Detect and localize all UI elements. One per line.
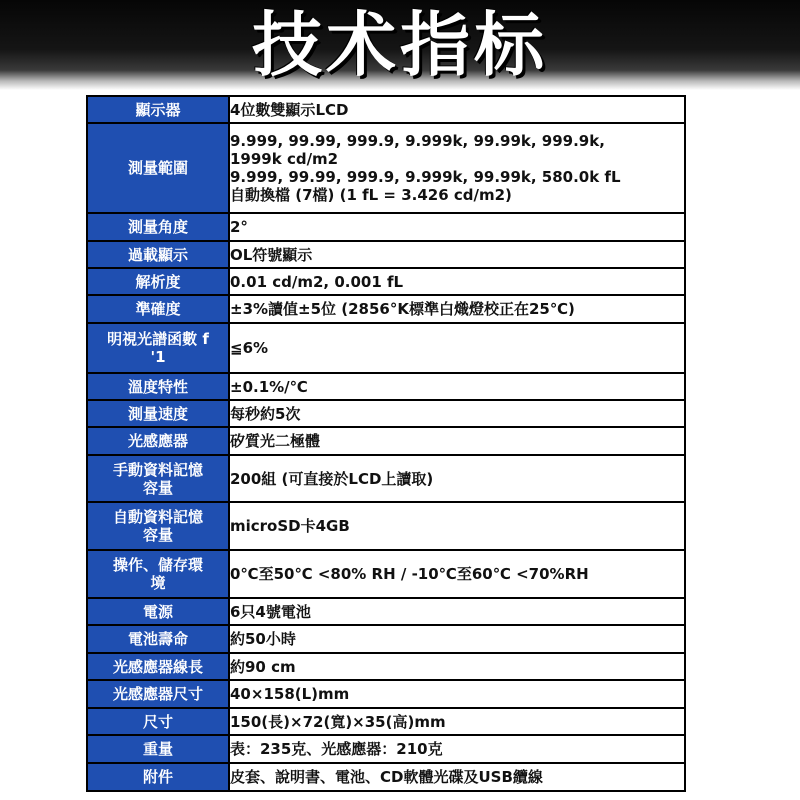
spec-row-speed <box>87 400 685 427</box>
spec-value: ±3%讀值±5位 (2856°K標準白熾燈校正在25℃) <box>229 295 685 323</box>
spec-value: 0.01 cd/m2, 0.001 fL <box>229 268 685 295</box>
spec-table <box>86 95 686 792</box>
spec-row-spectral <box>87 323 685 373</box>
spec-row-display <box>87 96 685 123</box>
spec-value: 200組 (可直接於LCD上讀取) <box>229 455 685 502</box>
spec-value: OL符號顯示 <box>229 241 685 268</box>
spec-value: 約50小時 <box>229 625 685 653</box>
spec-label: 重量 <box>87 735 229 763</box>
spec-row-weight <box>87 735 685 763</box>
spec-value: microSD卡4GB <box>229 502 685 550</box>
spec-value: 40×158(L)mm <box>229 680 685 708</box>
spec-value: 2° <box>229 213 685 241</box>
header-banner <box>0 0 800 90</box>
spec-label: 溫度特性 <box>87 373 229 400</box>
spec-label: 準確度 <box>87 295 229 323</box>
spec-label: 測量範圍 <box>87 123 229 213</box>
spec-label: 明視光譜函數 f '1 <box>87 323 229 373</box>
spec-label: 電源 <box>87 598 229 625</box>
spec-label: 光感應器線長 <box>87 653 229 680</box>
spec-value: ≦6% <box>229 323 685 373</box>
spec-row-manual-memory <box>87 455 685 502</box>
spec-value: 6只4號電池 <box>229 598 685 625</box>
spec-row-auto-memory <box>87 502 685 550</box>
spec-row-angle <box>87 213 685 241</box>
spec-label: 電池壽命 <box>87 625 229 653</box>
spec-row-cable-length <box>87 653 685 680</box>
spec-row-overload <box>87 241 685 268</box>
spec-row-sensor-size <box>87 680 685 708</box>
spec-value: 4位數雙顯示LCD <box>229 96 685 123</box>
spec-value: 表：235克、光感應器：210克 <box>229 735 685 763</box>
spec-label: 解析度 <box>87 268 229 295</box>
spec-row-range <box>87 123 685 213</box>
spec-label: 測量角度 <box>87 213 229 241</box>
spec-label: 顯示器 <box>87 96 229 123</box>
spec-row-battery-life <box>87 625 685 653</box>
spec-row-resolution <box>87 268 685 295</box>
spec-row-temperature <box>87 373 685 400</box>
spec-row-environment <box>87 550 685 598</box>
spec-value: 9.999, 99.99, 999.9, 9.999k, 99.99k, 999.9k, 1999k cd/m2 9.999, 99.99, 999.9, 9.999k, 99.99k, 580.0k fL 自動換檔 (7檔) (1 fL = 3.426 cd/m2) <box>229 123 685 213</box>
spec-label: 過載顯示 <box>87 241 229 268</box>
spec-label: 自動資料記憶 容量 <box>87 502 229 550</box>
spec-label: 操作、儲存環 境 <box>87 550 229 598</box>
spec-value: 150(長)×72(寬)×35(高)mm <box>229 708 685 735</box>
spec-label: 手動資料記憶 容量 <box>87 455 229 502</box>
spec-row-power <box>87 598 685 625</box>
spec-label: 測量速度 <box>87 400 229 427</box>
spec-value: 每秒約5次 <box>229 400 685 427</box>
spec-row-dimensions <box>87 708 685 735</box>
page-title: 技术指标 <box>252 4 548 86</box>
spec-label: 光感應器 <box>87 427 229 455</box>
spec-label: 光感應器尺寸 <box>87 680 229 708</box>
spec-value: 皮套、說明書、電池、CD軟體光碟及USB纜線 <box>229 763 685 791</box>
spec-value: 矽質光二極體 <box>229 427 685 455</box>
spec-row-accuracy <box>87 295 685 323</box>
spec-label: 尺寸 <box>87 708 229 735</box>
spec-label: 附件 <box>87 763 229 791</box>
spec-row-accessories <box>87 763 685 791</box>
spec-row-sensor <box>87 427 685 455</box>
spec-value: 0℃至50℃ <80% RH / -10℃至60℃ <70%RH <box>229 550 685 598</box>
spec-value: 約90 cm <box>229 653 685 680</box>
spec-value: ±0.1%/℃ <box>229 373 685 400</box>
